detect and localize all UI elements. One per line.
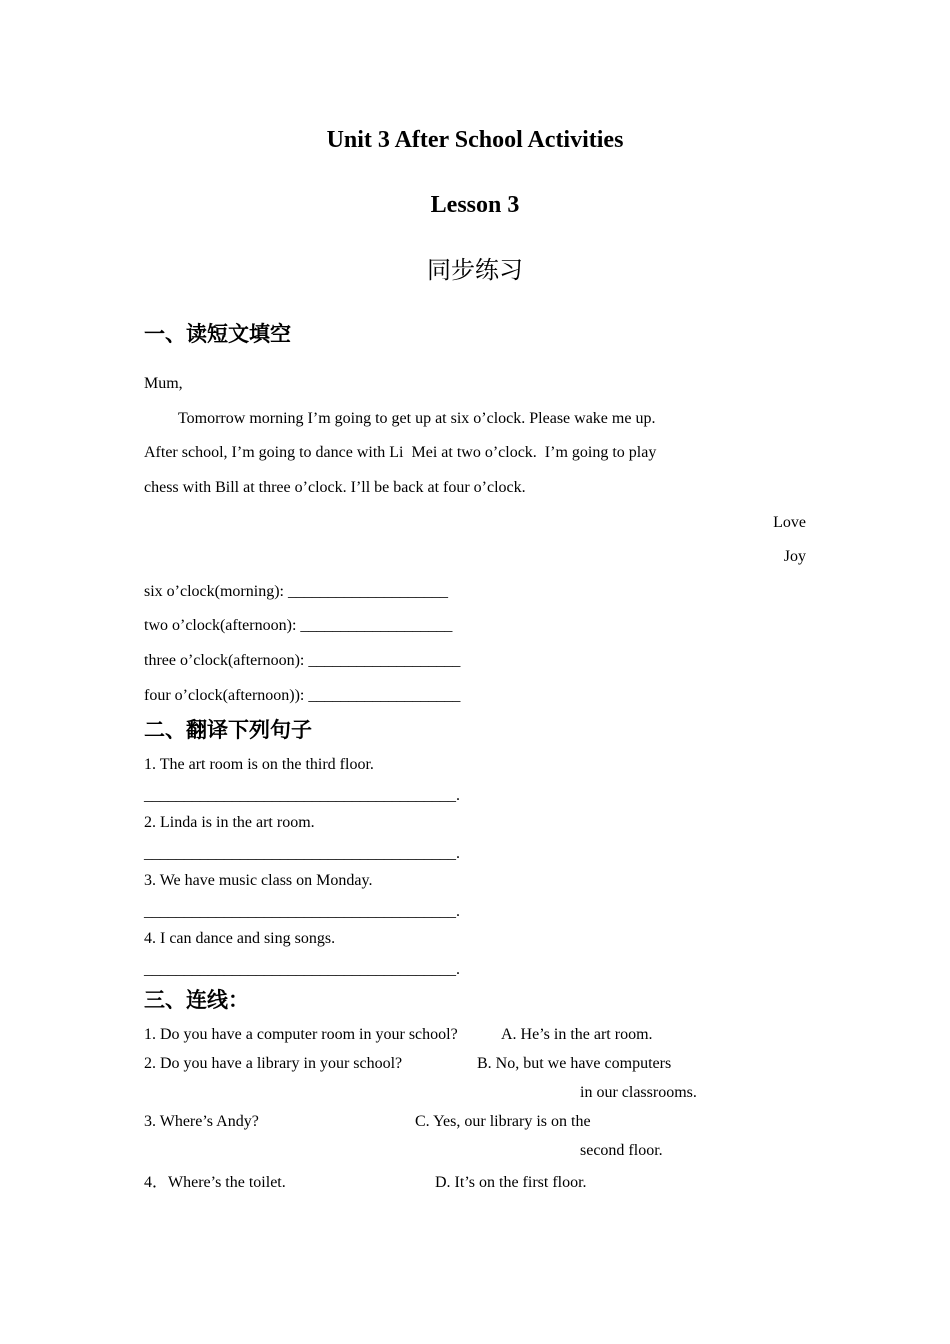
match-answer-c-cont: second floor. xyxy=(580,1142,663,1159)
match-answer-c: C. Yes, our library is on the xyxy=(415,1113,591,1130)
match-answer-d: D. It’s on the first floor. xyxy=(435,1174,587,1191)
section-2-heading: 二、翻译下列句子 xyxy=(144,718,312,742)
section-3-heading: 三、连线： xyxy=(144,988,249,1012)
translate-item-4: 4. I can dance and sing songs. xyxy=(144,930,336,947)
page-title: Unit 3 After School Activities xyxy=(326,127,624,153)
section-1-heading: 一、读短文填空 xyxy=(144,322,291,346)
match-answer-a: A. He’s in the art room. xyxy=(501,1026,653,1043)
letter-closing: Love xyxy=(773,514,806,531)
blank-six-oclock: six o’clock(morning): ____________________ xyxy=(144,583,448,600)
translate-item-3: 3. We have music class on Monday. xyxy=(144,872,373,889)
match-answer-b: B. No, but we have computers xyxy=(477,1055,672,1072)
answer-line-4: _______________________________________. xyxy=(144,961,460,978)
match-question-3: 3. Where’s Andy? xyxy=(144,1113,259,1130)
match-question-4: 4．Where’s the toilet. xyxy=(144,1174,286,1191)
match-question-2: 2. Do you have a library in your school? xyxy=(144,1055,403,1072)
answer-line-3: _______________________________________. xyxy=(144,903,460,920)
lesson-title: Lesson 3 xyxy=(430,192,520,218)
letter-greeting: Mum, xyxy=(144,375,183,392)
translate-item-1: 1. The art room is on the third floor. xyxy=(144,756,374,773)
subtitle: 同步练习 xyxy=(427,256,523,284)
match-question-1: 1. Do you have a computer room in your school? xyxy=(144,1026,458,1043)
answer-line-2: _______________________________________. xyxy=(144,845,460,862)
translate-item-2: 2. Linda is in the art room. xyxy=(144,814,315,831)
letter-signature: Joy xyxy=(783,548,806,565)
letter-line-2: After school, I’m going to dance with Li Mei at two o’clock. I’m going to play xyxy=(144,444,657,461)
blank-four-oclock: four o’clock(afternoon)): ___________________ xyxy=(144,687,461,704)
blank-three-oclock: three o’clock(afternoon): ___________________ xyxy=(144,652,461,669)
blank-two-oclock: two o’clock(afternoon): ___________________ xyxy=(144,617,453,634)
match-answer-b-cont: in our classrooms. xyxy=(580,1084,697,1101)
answer-line-1: _______________________________________. xyxy=(144,787,460,804)
letter-line-1: Tomorrow morning I’m going to get up at six o’clock. Please wake me up. xyxy=(178,410,656,427)
letter-line-3: chess with Bill at three o’clock. I’ll be back at four o’clock. xyxy=(144,479,526,496)
